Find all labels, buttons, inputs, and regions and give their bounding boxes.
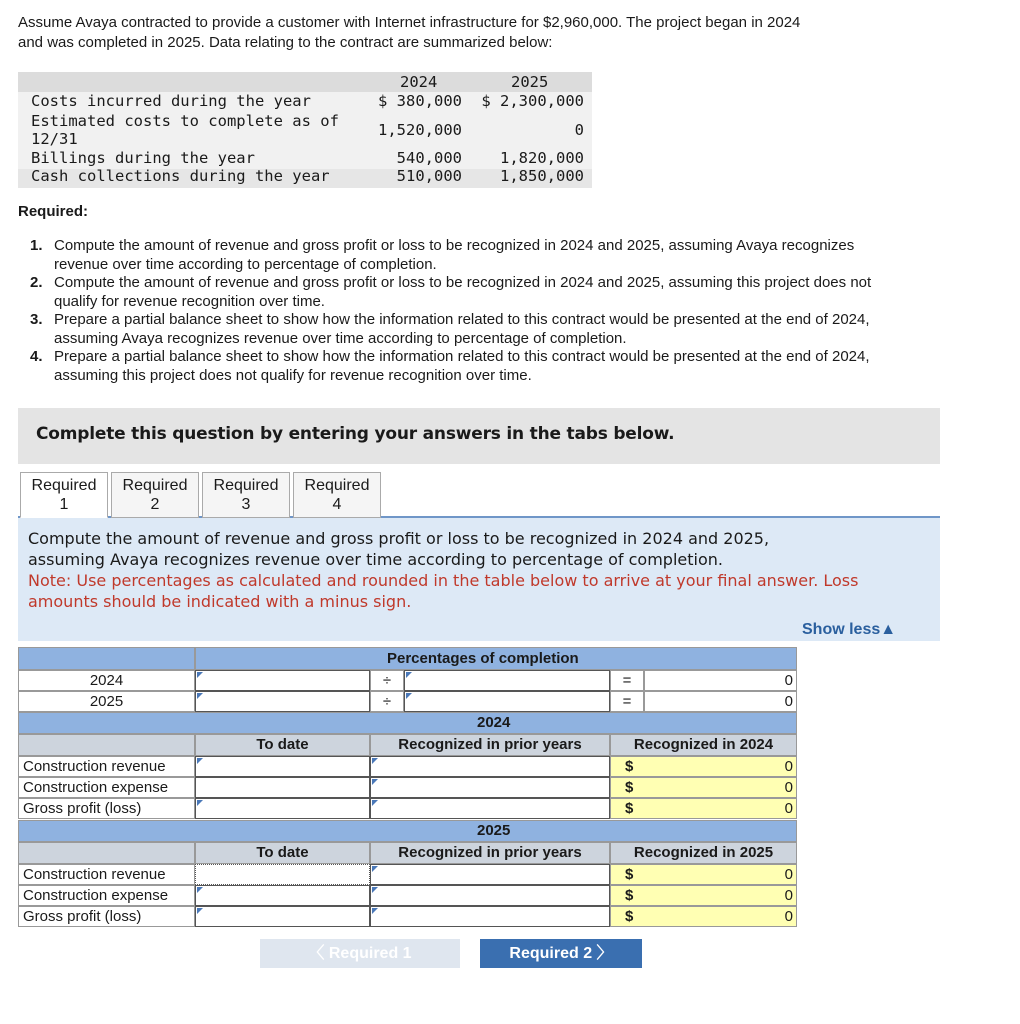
value-2024: $ 380,000 (378, 92, 462, 110)
row-label-gross-profit: Gross profit (loss) (18, 798, 195, 819)
input-marker-icon (372, 887, 378, 893)
tab-label-num: 1 (59, 496, 69, 513)
input-marker-icon (372, 800, 378, 806)
divide-icon: ÷ (370, 670, 404, 691)
row-label: Costs incurred during the year (31, 92, 311, 110)
computed-value: 0 (784, 758, 793, 775)
row-label-revenue: Construction revenue (18, 864, 195, 885)
problem-intro (18, 13, 918, 53)
pct-header (195, 647, 797, 670)
tab-required-2[interactable] (111, 472, 199, 518)
item-number: 2. (30, 274, 43, 291)
row-label: Estimated costs to complete as of (31, 112, 339, 130)
instruction-banner (18, 408, 940, 464)
list-item (30, 348, 890, 385)
list-item (30, 237, 890, 274)
pct-year-2025: 2025 (18, 691, 195, 712)
table-row (18, 112, 592, 150)
intro-line-1: Assume Avaya contracted to provide a customer with Internet infrastructure for $2,960,000. The project began in 2024 (18, 14, 801, 31)
currency-symbol: $ (625, 779, 634, 796)
revenue-2025-value (610, 864, 797, 885)
table-header-row (18, 72, 592, 92)
item-text: Compute the amount of revenue and gross profit or loss to be recognized in 2024 and 2025, assuming this project does not qualify for revenue recognition over time. (54, 274, 872, 310)
answer-grid (18, 647, 797, 930)
tab-label: Required (122, 477, 188, 494)
input-marker-icon (197, 758, 203, 764)
computed-value: 0 (784, 908, 793, 925)
tab-label: Required (213, 477, 279, 494)
list-item (30, 274, 890, 311)
col-current-year: Recognized in 2024 (610, 734, 797, 756)
input-marker-icon (372, 779, 378, 785)
gp-prior-2024-input[interactable] (370, 798, 610, 819)
input-marker-icon (406, 672, 412, 678)
computed-value: 0 (784, 779, 793, 796)
item-text: Prepare a partial balance sheet to show how the information related to this contract would be presented at the end of 2024, assuming Avaya recognizes revenue over time according to percentage of completion. (54, 311, 870, 347)
tab-label-num: 4 (332, 496, 342, 513)
expense-2024-value (610, 777, 797, 798)
section-header-2024 (18, 712, 797, 734)
expense-to-date-2024-input[interactable] (195, 777, 370, 798)
row-label-revenue: Construction revenue (18, 756, 195, 777)
row-label-expense: Construction expense (18, 777, 195, 798)
item-text: Prepare a partial balance sheet to show how the information related to this contract would be presented at the end of 2024, assuming this project does not qualify for revenue recognition over time. (54, 348, 870, 384)
gp-to-date-2024-input[interactable] (195, 798, 370, 819)
input-marker-icon (406, 693, 412, 699)
pct-header-text: Percentages of completion (387, 650, 579, 667)
instruction-line: assuming Avaya recognizes revenue over time according to percentage of completion. (28, 550, 723, 569)
currency-symbol: $ (625, 887, 634, 904)
col-to-date: To date (195, 842, 370, 864)
required-list (30, 237, 890, 385)
year-header-2024: 2024 (400, 73, 438, 91)
col-prior-years: Recognized in prior years (370, 734, 610, 756)
note-line: Note: Use percentages as calculated and rounded in the table below to arrive at your final answer. Loss (28, 571, 859, 590)
pct-result-2025 (644, 691, 797, 712)
year-header-2025: 2025 (511, 73, 549, 91)
tab-label-num: 2 (150, 496, 160, 513)
tab-required-4[interactable] (293, 472, 381, 518)
tab-required-1[interactable] (20, 472, 108, 518)
pct-year-2024: 2024 (18, 670, 195, 691)
input-marker-icon (197, 908, 203, 914)
table-row (18, 169, 592, 188)
expense-to-date-2025-input[interactable] (195, 885, 370, 906)
section-header-2025 (18, 820, 797, 842)
input-marker-icon (197, 800, 203, 806)
prev-required-button[interactable]: 〈 Required 1 (260, 939, 460, 968)
grid-header-blank (18, 647, 195, 670)
show-less-link[interactable]: Show less▲ (802, 621, 897, 638)
banner-text: Complete this question by entering your answers in the tabs below. (36, 424, 675, 444)
pct-numerator-2025-input[interactable] (195, 691, 370, 712)
value-2025: 1,820,000 (500, 149, 584, 167)
input-marker-icon (372, 908, 378, 914)
gp-to-date-2025-input[interactable] (195, 906, 370, 927)
divide-icon: ÷ (370, 691, 404, 712)
col-current-year: Recognized in 2025 (610, 842, 797, 864)
expense-prior-2024-input[interactable] (370, 777, 610, 798)
contract-data-table (18, 72, 592, 187)
tab-label: Required (31, 477, 97, 494)
revenue-prior-2024-input[interactable] (370, 756, 610, 777)
revenue-to-date-2025-input[interactable] (195, 864, 370, 885)
currency-symbol: $ (625, 866, 634, 883)
input-marker-icon (372, 758, 378, 764)
value-2024: 510,000 (396, 167, 462, 185)
note-line: amounts should be indicated with a minus sign. (28, 592, 412, 611)
tab-label-num: 3 (241, 496, 251, 513)
item-number: 4. (30, 348, 43, 365)
row-label: Billings during the year (31, 149, 255, 167)
value-2025: $ 2,300,000 (481, 92, 584, 110)
input-marker-icon (197, 693, 203, 699)
row-label-cont: 12/31 (31, 130, 78, 148)
currency-symbol: $ (625, 800, 634, 817)
col-to-date: To date (195, 734, 370, 756)
currency-symbol: $ (625, 908, 634, 925)
equals-icon: = (610, 670, 644, 691)
value-2025: 0 (574, 121, 584, 139)
gp-prior-2025-input[interactable] (370, 906, 610, 927)
revenue-to-date-2024-input[interactable] (195, 756, 370, 777)
expense-prior-2025-input[interactable] (370, 885, 610, 906)
table-row (18, 92, 592, 112)
pct-denominator-2025-input[interactable] (404, 691, 610, 712)
expense-2025-value (610, 885, 797, 906)
result-value: 0 (784, 693, 793, 710)
row-label-expense: Construction expense (18, 885, 195, 906)
gp-2024-value (610, 798, 797, 819)
pct-denominator-2024-input[interactable] (404, 670, 610, 691)
computed-value: 0 (784, 800, 793, 817)
instruction-line: Compute the amount of revenue and gross profit or loss to be recognized in 2024 and 2025, (28, 529, 770, 548)
gp-2025-value (610, 906, 797, 927)
equals-icon: = (610, 691, 644, 712)
required-heading: Required: (18, 203, 89, 220)
input-marker-icon (372, 866, 378, 872)
col-header-blank (18, 734, 195, 756)
row-label: Cash collections during the year (31, 167, 330, 185)
col-header-blank (18, 842, 195, 864)
row-label-gross-profit: Gross profit (loss) (18, 906, 195, 927)
revenue-prior-2025-input[interactable] (370, 864, 610, 885)
item-number: 1. (30, 237, 43, 254)
section-year: 2024 (477, 714, 511, 731)
tab-required-3[interactable] (202, 472, 290, 518)
input-marker-icon (197, 887, 203, 893)
pct-result-2024 (644, 670, 797, 691)
value-2025: 1,850,000 (500, 167, 584, 185)
item-text: Compute the amount of revenue and gross profit or loss to be recognized in 2024 and 2025, assuming Avaya recognizes revenue over time according to percentage of completion. (54, 237, 855, 273)
next-required-button[interactable]: Required 2 〉 (480, 939, 642, 968)
revenue-2024-value (610, 756, 797, 777)
value-2024: 540,000 (396, 149, 462, 167)
intro-line-2: and was completed in 2025. Data relating to the contract are summarized below: (18, 34, 553, 51)
section-year: 2025 (477, 822, 511, 839)
computed-value: 0 (784, 866, 793, 883)
input-marker-icon (197, 672, 203, 678)
computed-value: 0 (784, 887, 793, 904)
tab-label: Required (304, 477, 370, 494)
pct-numerator-2024-input[interactable] (195, 670, 370, 691)
list-item (30, 311, 890, 348)
currency-symbol: $ (625, 758, 634, 775)
col-prior-years: Recognized in prior years (370, 842, 610, 864)
value-2024: 1,520,000 (378, 121, 462, 139)
item-number: 3. (30, 311, 43, 328)
result-value: 0 (784, 672, 793, 689)
